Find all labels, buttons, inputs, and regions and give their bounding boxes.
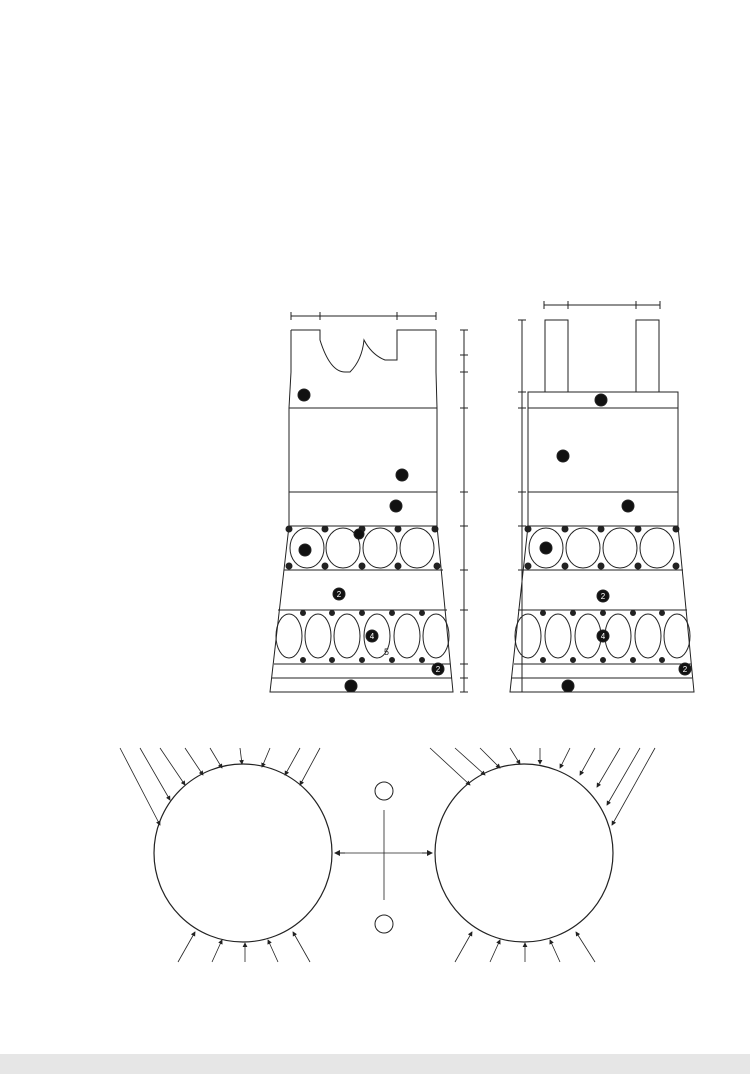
strap-left — [545, 320, 568, 392]
skirt-outline — [270, 526, 453, 692]
svg-text:2: 2 — [682, 665, 688, 674]
connector-element — [335, 782, 432, 933]
side-dimension-line — [518, 320, 526, 692]
oval-row-2 — [276, 611, 449, 663]
svg-text:2: 2 — [600, 592, 606, 601]
svg-text:4: 4 — [369, 632, 375, 641]
svg-text:2: 2 — [336, 590, 342, 599]
bodice-outline — [289, 330, 437, 492]
back-panel — [528, 408, 678, 492]
skirt-outline — [510, 526, 694, 692]
figure-9-2 — [510, 301, 694, 692]
side-dimension-line — [460, 330, 468, 692]
pattern-markers — [298, 389, 444, 692]
strap-right — [636, 320, 659, 392]
top-dimension-line — [291, 312, 436, 320]
footer-bar — [0, 1054, 750, 1074]
svg-text:4: 4 — [600, 632, 606, 641]
top-dimension-line — [544, 301, 660, 309]
svg-text:2: 2 — [435, 665, 441, 674]
scheme-9-6 — [120, 748, 655, 962]
element-circle-right — [435, 764, 613, 942]
element-circle-left — [154, 764, 332, 942]
svg-text:5: 5 — [384, 647, 390, 657]
figure-9-1 — [270, 312, 468, 692]
